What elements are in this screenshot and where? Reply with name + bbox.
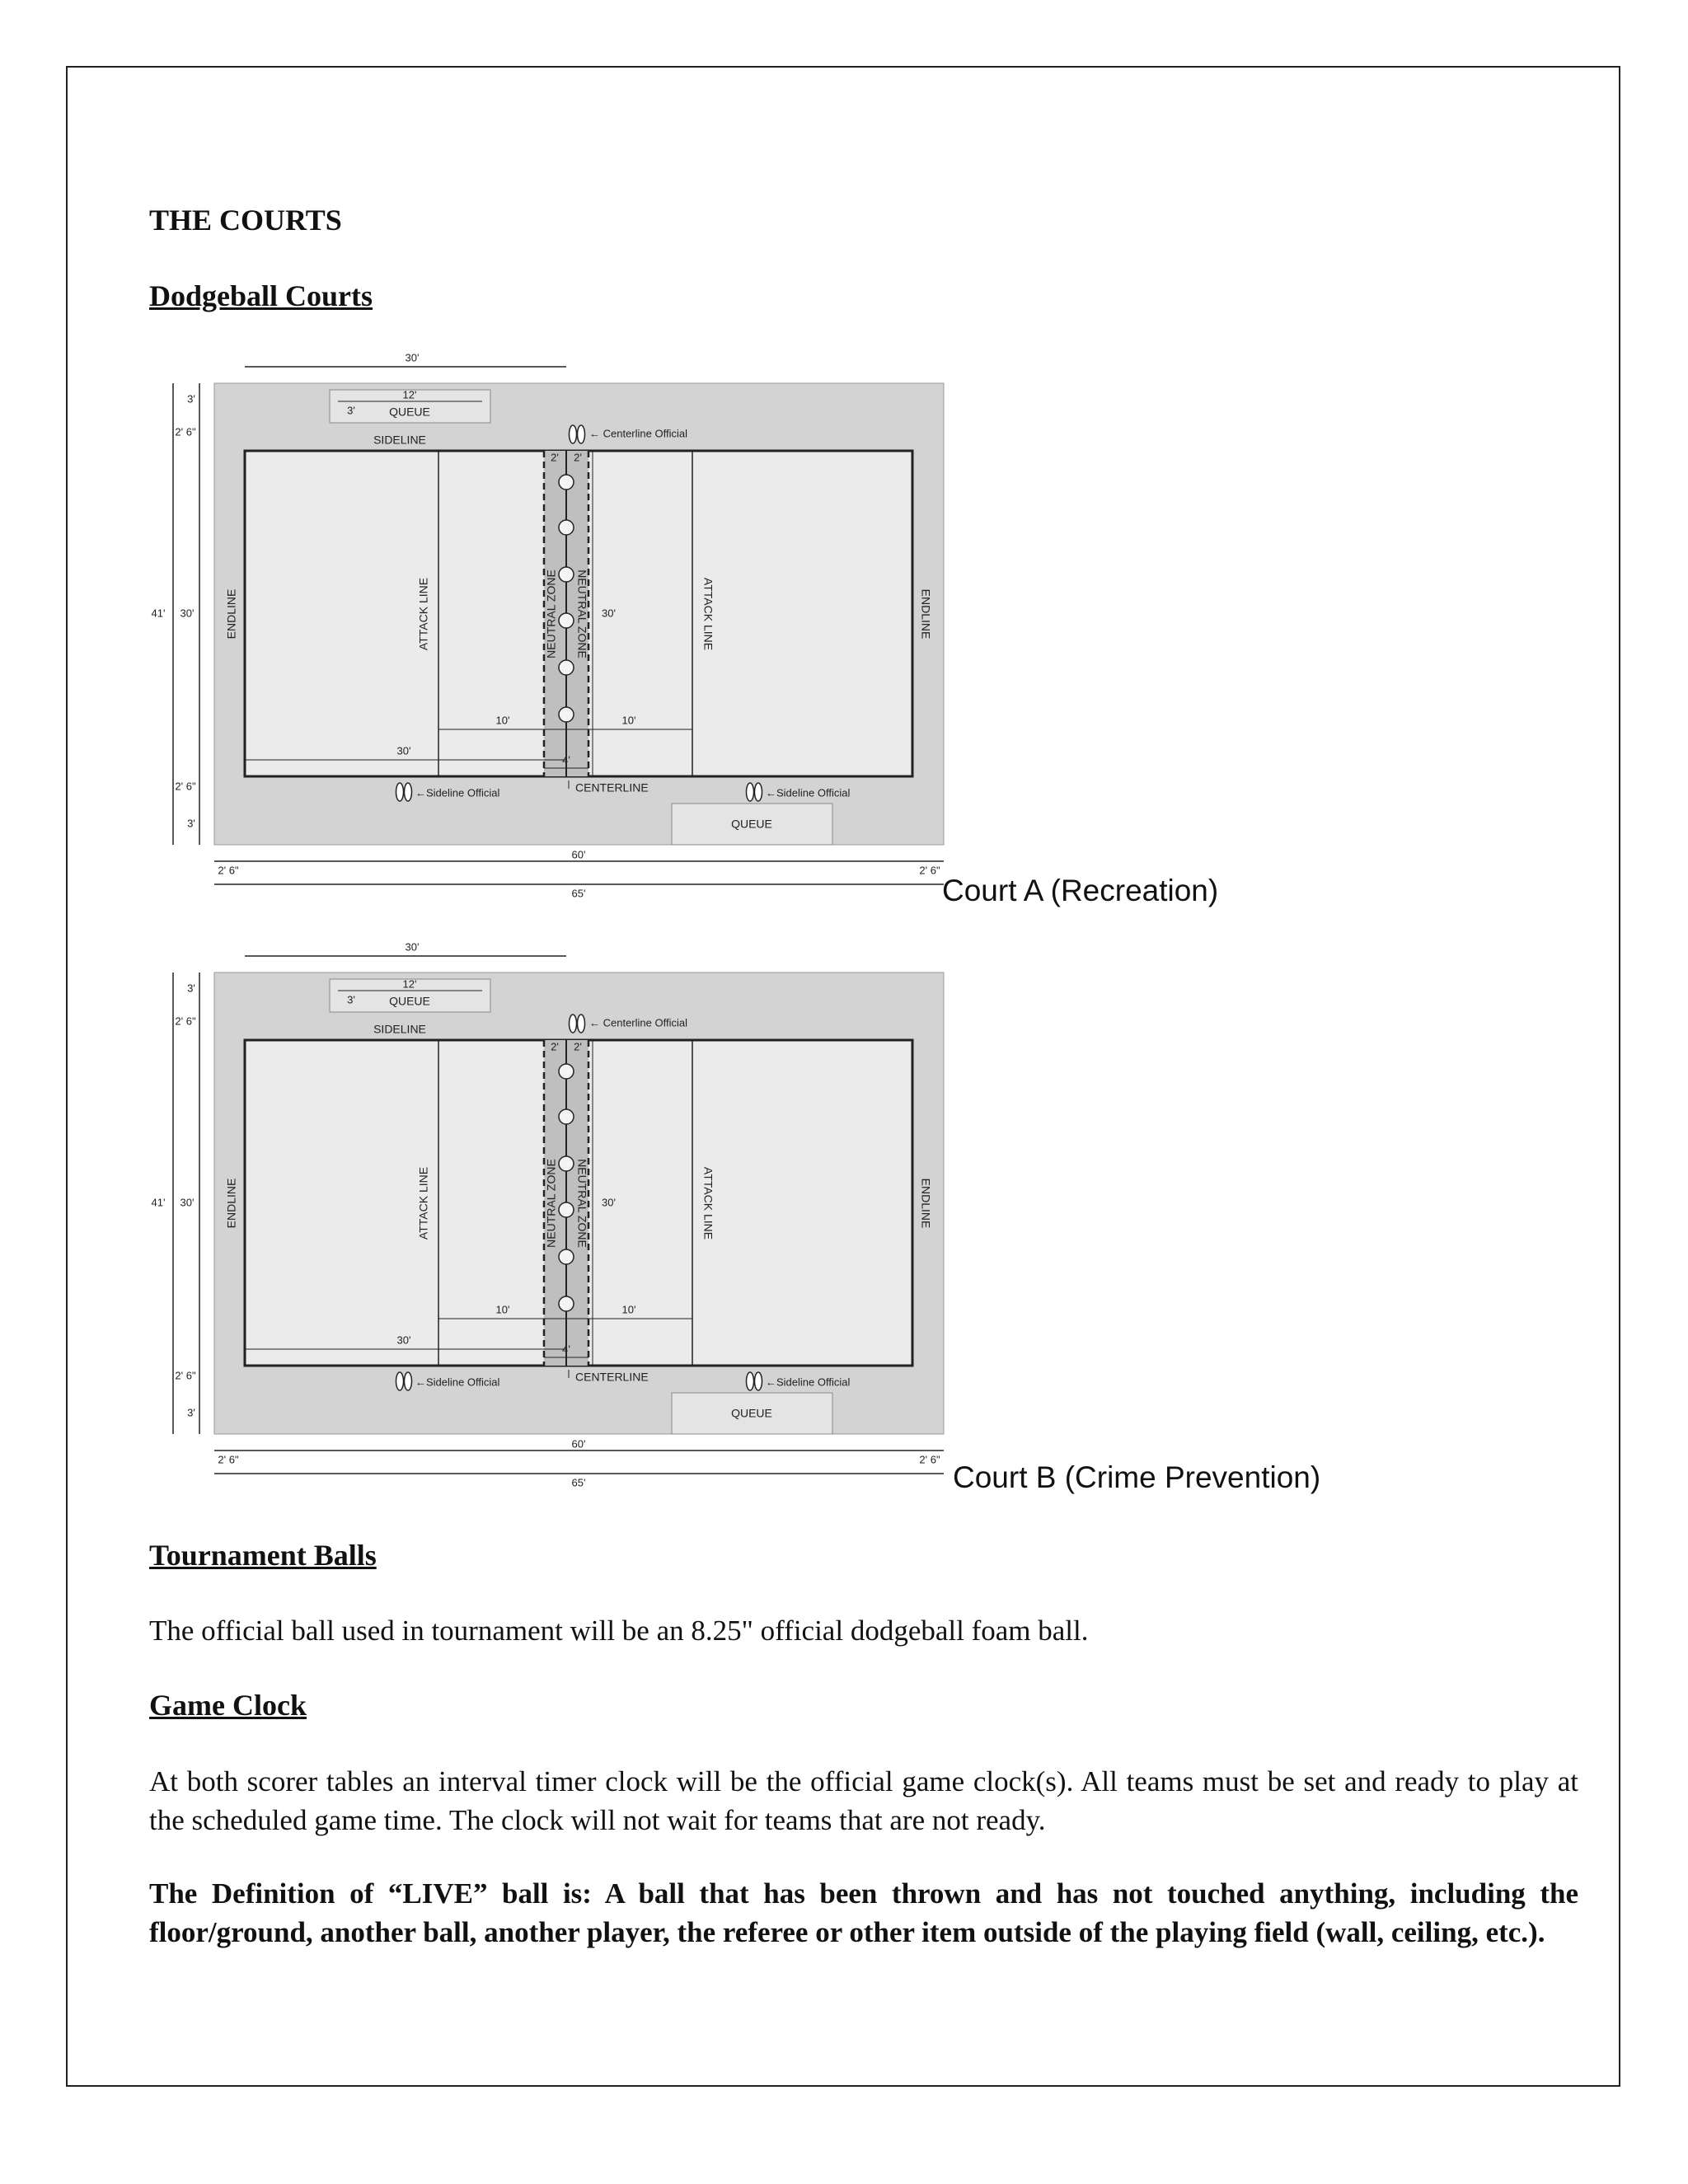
footprint-right [578, 1015, 585, 1033]
endline-left-label: ENDLINE [224, 1178, 238, 1229]
ball-4 [559, 613, 574, 628]
sideline-official-right-label: ←Sideline Official [766, 786, 851, 799]
ball-5 [559, 660, 574, 675]
dim-neutral-4-label: 4' [562, 753, 570, 766]
footprint-right [405, 783, 412, 801]
dim-top-30-label: 30' [405, 351, 420, 364]
dim-left-2-6-bottom-label: 2' 6" [175, 1369, 196, 1382]
ball-1 [559, 1064, 574, 1079]
dim-bottom-60-label: 60' [571, 1437, 586, 1451]
endline-right-label: ENDLINE [919, 588, 933, 640]
footprint-right [405, 1372, 412, 1390]
ball-2 [559, 520, 574, 535]
queue-label-top: QUEUE [389, 405, 430, 419]
footprint-left [747, 1372, 754, 1390]
dim-left-2-6-bottom-label: 2' 6" [175, 780, 196, 793]
footprint-left [570, 1015, 577, 1033]
queue-width-label: 12' [402, 977, 417, 991]
court-a-caption: Court A (Recreation) [942, 874, 1219, 907]
court-b-caption: Court B (Crime Prevention) [953, 1460, 1321, 1494]
ball-3 [559, 567, 574, 582]
attack-line-right-label: ATTACK LINE [701, 577, 715, 651]
footprint-left [747, 783, 754, 801]
sideline-label: SIDELINE [373, 433, 426, 447]
dim-attack-right-10-label: 10' [621, 714, 636, 727]
centerline-official-label: ← Centerline Official [589, 427, 687, 440]
neutral-zone-left-label: NEUTRAL ZONE [544, 569, 558, 658]
live-ball-definition: The Definition of “LIVE” ball is: A ball that has been thrown and has not touched anything, including the floor/ground, another ball, another player, the referee or other item outside of the playing field (wall, ceiling, etc.). [149, 1877, 1578, 1948]
neutral-zone-length-label: 30' [602, 1196, 616, 1209]
footprint-right [755, 783, 762, 801]
balls-paragraph: The official ball used in tournament will be an 8.25" official dodgeball foam ball. [149, 1615, 1089, 1647]
dim-bottom-65-label: 65' [571, 1476, 586, 1489]
ball-1 [559, 475, 574, 490]
neutral-zone-width-left: 2' [551, 451, 559, 464]
tournament-balls-heading: Tournament Balls [149, 1539, 377, 1572]
neutral-zone-length-label: 30' [602, 607, 616, 620]
dim-top-30-label: 30' [405, 940, 420, 954]
dim-left-30-label: 30' [180, 607, 195, 620]
neutral-zone-left-label: NEUTRAL ZONE [544, 1159, 558, 1248]
queue-label-bottom: QUEUE [731, 1406, 772, 1420]
footprint-right [578, 425, 585, 443]
attack-line-left-label: ATTACK LINE [416, 577, 430, 651]
sideline-official-right-label: ←Sideline Official [766, 1376, 851, 1389]
dim-bottom-2-6-right-label: 2' 6" [919, 1453, 940, 1466]
endline-left-label: ENDLINE [224, 588, 238, 640]
dim-attack-right-10-label: 10' [621, 1303, 636, 1316]
ball-2 [559, 1109, 574, 1124]
ball-6 [559, 707, 574, 722]
dim-bottom-2-6-left-label: 2' 6" [218, 864, 239, 877]
court-svg [140, 940, 964, 1492]
footprint-left [396, 783, 404, 801]
ball-3 [559, 1156, 574, 1171]
dim-attack-left-10-label: 10' [495, 714, 510, 727]
dim-left-3-bottom-label: 3' [187, 817, 195, 830]
queue-depth-label: 3' [347, 404, 355, 417]
dim-neutral-4-label: 4' [562, 1343, 570, 1356]
clock-paragraph: At both scorer tables an interval timer clock will be the official game clock(s). All teams must be set and ready to play at the scheduled game time. The clock will not wait for teams that are not ready. [149, 1765, 1578, 1836]
dim-left-3-top-label: 3' [187, 392, 195, 405]
neutral-zone-width-right: 2' [574, 451, 582, 464]
neutral-zone-width-left: 2' [551, 1040, 559, 1053]
dim-left-2-6-top-label: 2' 6" [175, 1015, 196, 1028]
attack-line-right-label: ATTACK LINE [701, 1166, 715, 1240]
footprint-left [570, 425, 577, 443]
neutral-zone-width-right: 2' [574, 1040, 582, 1053]
queue-label-top: QUEUE [389, 994, 430, 1008]
queue-depth-label: 3' [347, 993, 355, 1006]
dim-bottom-60-label: 60' [571, 848, 586, 861]
ball-4 [559, 1202, 574, 1217]
dim-left-41-label: 41' [151, 1196, 166, 1209]
dim-left-30-label: 30' [180, 1196, 195, 1209]
dim-attack-left-10-label: 10' [495, 1303, 510, 1316]
dim-bottom-65-label: 65' [571, 887, 586, 900]
court-a-diagram [140, 351, 964, 902]
dim-left-41-label: 41' [151, 607, 166, 620]
dim-bottom-2-6-right-label: 2' 6" [919, 864, 940, 877]
queue-width-label: 12' [402, 388, 417, 401]
dim-left-3-top-label: 3' [187, 982, 195, 995]
ball-6 [559, 1296, 574, 1311]
ball-5 [559, 1249, 574, 1264]
sideline-label: SIDELINE [373, 1022, 426, 1036]
queue-label-bottom: QUEUE [731, 817, 772, 831]
court-svg [140, 351, 964, 902]
neutral-zone-right-label: NEUTRAL ZONE [575, 1159, 589, 1248]
attack-line-left-label: ATTACK LINE [416, 1166, 430, 1240]
centerline-label: CENTERLINE [575, 1370, 649, 1384]
sideline-official-left-label: ←Sideline Official [415, 786, 500, 799]
court-b-diagram [140, 940, 964, 1492]
centerline-official-label: ← Centerline Official [589, 1016, 687, 1029]
footprint-right [755, 1372, 762, 1390]
dim-left-2-6-top-label: 2' 6" [175, 425, 196, 438]
dim-half-court-30-label: 30' [396, 744, 411, 757]
neutral-zone-right-label: NEUTRAL ZONE [575, 569, 589, 658]
game-clock-heading: Game Clock [149, 1689, 307, 1722]
dim-bottom-2-6-left-label: 2' 6" [218, 1453, 239, 1466]
endline-right-label: ENDLINE [919, 1178, 933, 1229]
sideline-official-left-label: ←Sideline Official [415, 1376, 500, 1389]
dim-half-court-30-label: 30' [396, 1333, 411, 1347]
footprint-left [396, 1372, 404, 1390]
page-heading: THE COURTS [149, 204, 342, 237]
dim-left-3-bottom-label: 3' [187, 1406, 195, 1419]
centerline-label: CENTERLINE [575, 780, 649, 794]
dodgeball-courts-heading: Dodgeball Courts [149, 279, 373, 312]
